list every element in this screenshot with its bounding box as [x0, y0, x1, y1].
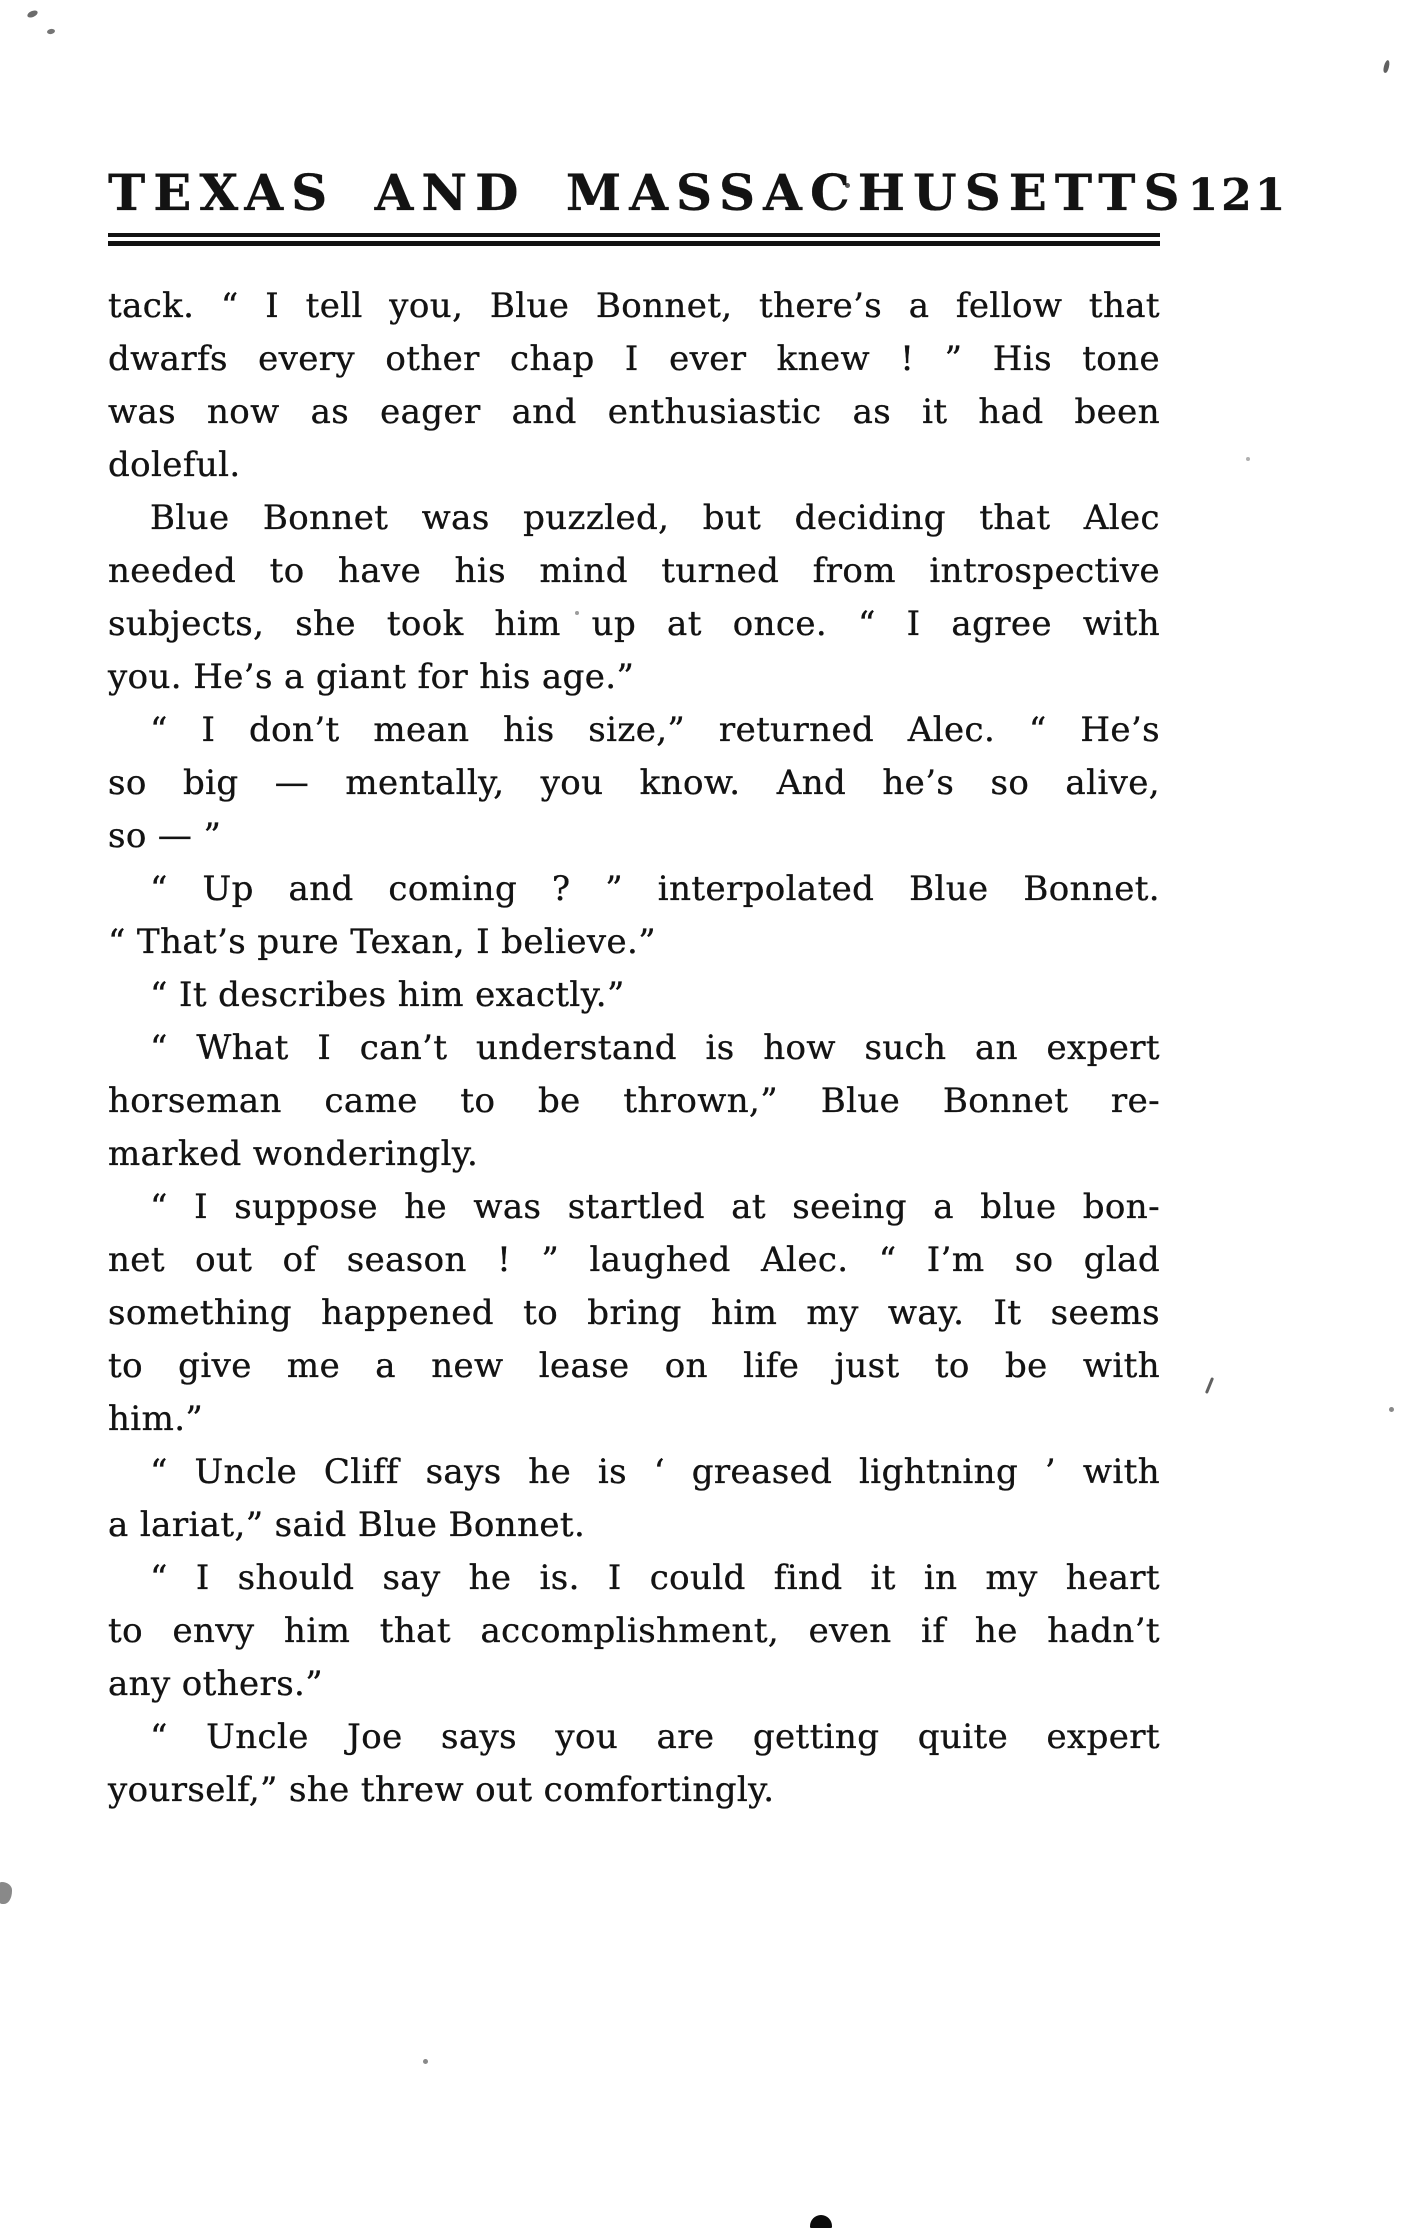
chapter-title: TEXAS AND MASSACHUSETTS	[108, 163, 1188, 222]
header-double-rule	[108, 233, 1160, 246]
text-line: “ I don’t mean his size,” returned Alec. “ He’s	[150, 710, 1160, 750]
text-line: so big — mentally, you know. And he’s so alive,	[108, 763, 1160, 803]
text-line: so — ”	[108, 816, 222, 856]
text-line: net out of season ! ” laughed Alec. “ I’m so glad	[108, 1240, 1160, 1280]
text-line: Blue Bonnet was puzzled, but deciding that Alec	[150, 498, 1160, 538]
text-line: you. He’s a giant for his age.”	[108, 657, 635, 697]
ink-speck	[1246, 457, 1250, 461]
text-line: subjects, she took him up at once. “ I agree with	[108, 604, 1160, 644]
text-line: “ I suppose he was startled at seeing a blue bon-	[150, 1187, 1160, 1227]
text-line: to envy him that accomplishment, even if he hadn’t	[108, 1611, 1160, 1651]
text-line: yourself,” she threw out comfortingly.	[108, 1770, 775, 1810]
ink-speck	[423, 2059, 428, 2064]
text-line: tack. “ I tell you, Blue Bonnet, there’s a fellow that	[108, 286, 1160, 326]
page-edge-blemish	[0, 1882, 12, 1904]
text-line: “ It describes him exactly.”	[150, 975, 625, 1015]
text-line: “ Uncle Joe says you are getting quite expert	[150, 1717, 1160, 1757]
running-head	[108, 163, 1289, 222]
page-number: 121	[1187, 170, 1289, 221]
ink-speck	[26, 9, 38, 19]
ink-blot	[810, 2215, 832, 2228]
text-line: “ What I can’t understand is how such an expert	[150, 1028, 1160, 1068]
page-content	[108, 163, 1289, 1817]
ink-speck	[47, 28, 56, 34]
text-line: him.”	[108, 1399, 204, 1439]
text-line: “ Uncle Cliff says he is ‘ greased lightning ’ with	[150, 1452, 1160, 1492]
text-line: was now as eager and enthusiastic as it had been	[108, 392, 1160, 432]
text-line: dwarfs every other chap I ever knew ! ” His tone	[108, 339, 1160, 379]
text-line: needed to have his mind turned from introspective	[108, 551, 1160, 591]
text-line: any others.”	[108, 1664, 324, 1704]
ink-speck	[1205, 1377, 1214, 1394]
text-line: “ That’s pure Texan, I believe.”	[108, 922, 657, 962]
text-line: something happened to bring him my way. It seems	[108, 1293, 1160, 1333]
text-line: horseman came to be thrown,” Blue Bonnet re-	[108, 1081, 1160, 1121]
ink-speck	[1383, 60, 1391, 74]
page-body	[108, 280, 1160, 1817]
text-line: doleful.	[108, 445, 241, 485]
text-line: to give me a new lease on life just to be with	[108, 1346, 1160, 1386]
text-line: “ Up and coming ? ” interpolated Blue Bonnet.	[150, 869, 1160, 909]
ink-speck	[1389, 1407, 1394, 1412]
text-line: a lariat,” said Blue Bonnet.	[108, 1505, 586, 1545]
text-line: marked wonderingly.	[108, 1134, 479, 1174]
text-line: “ I should say he is. I could find it in my heart	[150, 1558, 1160, 1598]
